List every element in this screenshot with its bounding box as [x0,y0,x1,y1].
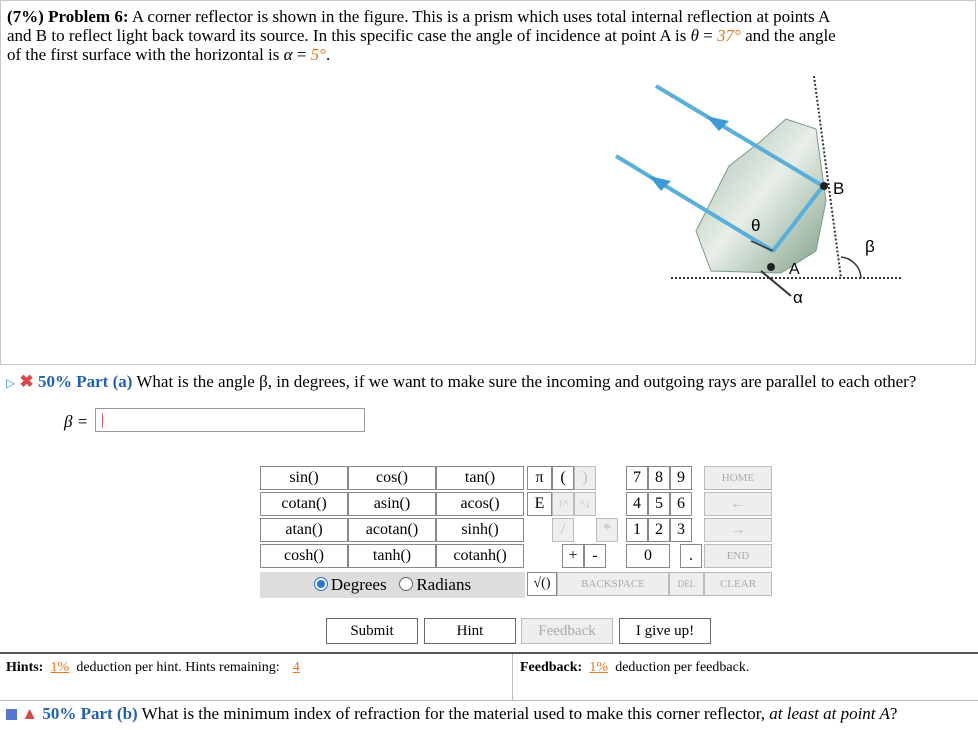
key-5[interactable]: 5 [648,492,670,516]
label-beta: β [865,237,875,256]
key-right[interactable]: → [704,518,772,542]
expand-arrow-icon[interactable]: ▷ [6,376,16,390]
hints-info: Hints: 1% deduction per hint. Hints remaining: 4 [6,660,309,676]
degrees-radio[interactable] [314,577,328,591]
collapse-icon[interactable] [6,709,17,720]
warning-icon: ▲ [21,704,39,723]
part-a-question: What is the angle β, in degrees, if we want to make sure the incoming and outgoing rays are parallel to each other? [136,372,917,391]
fn-tan[interactable]: tan() [436,466,524,490]
fn-acotan[interactable]: acotan() [348,518,436,542]
key-home[interactable]: HOME [704,466,772,490]
part-b: ▲ 50% Part (b) What is the minimum index of refraction for the material used to make this corner reflector, at least at point A? [6,704,897,724]
key-2[interactable]: 2 [648,518,670,542]
label-alpha: α [793,288,803,307]
label-a: A [789,261,800,278]
key-down[interactable]: ^↓ [574,492,596,516]
feedback-percent: 1% [589,660,609,675]
key-end[interactable]: END [704,544,772,568]
footer-bar [0,652,978,701]
key-rparen[interactable]: ) [574,466,596,490]
key-del[interactable]: DEL [669,572,704,596]
corner-reflector-figure [611,71,911,321]
hints-remaining: 4 [292,660,300,675]
fn-sinh[interactable]: sinh() [436,518,524,542]
key-6[interactable]: 6 [670,492,692,516]
part-a-percent: 50% Part (a) [37,372,133,391]
theta-value: 37° [717,26,741,45]
key-9[interactable]: 9 [670,466,692,490]
fn-cosh[interactable]: cosh() [260,544,348,568]
problem-heading: (7%) Problem 6: [7,7,129,26]
key-0[interactable]: 0 [626,544,670,568]
key-4[interactable]: 4 [626,492,648,516]
key-lparen[interactable]: ( [552,466,574,490]
fn-sin[interactable]: sin() [260,466,348,490]
hints-percent: 1% [50,660,70,675]
radians-label: Radians [416,575,472,594]
beta-arc [841,257,861,278]
prism-shape [696,119,826,273]
key-3[interactable]: 3 [670,518,692,542]
label-theta: θ [751,216,761,235]
fn-cotan[interactable]: cotan() [260,492,348,516]
key-backspace[interactable]: BACKSPACE [557,572,669,596]
submit-button[interactable]: Submit [326,618,418,644]
fn-acos[interactable]: acos() [436,492,524,516]
feedback-info: Feedback: 1% deduction per feedback. [520,660,750,675]
part-b-question: What is the minimum index of refraction for the material used to make this corner reflector, [141,704,766,723]
text-cursor [102,413,103,428]
degrees-label: Degrees [330,575,387,594]
give-up-button[interactable]: I give up! [619,618,711,644]
key-minus[interactable]: - [584,544,606,568]
part-b-percent: 50% Part (b) [42,704,138,723]
point-b [820,182,828,190]
incorrect-icon: ✖ [19,372,34,391]
key-e[interactable]: E [527,492,552,516]
answer-label: β = [64,412,89,431]
key-multiply[interactable]: * [596,518,618,542]
answer-input[interactable] [95,408,365,432]
surface-line [761,271,791,296]
key-8[interactable]: 8 [648,466,670,490]
angle-mode [260,572,525,598]
radians-radio[interactable] [399,577,413,591]
label-b: B [833,179,845,198]
key-7[interactable]: 7 [626,466,648,490]
key-1[interactable]: 1 [626,518,648,542]
key-plus[interactable]: + [562,544,584,568]
key-up[interactable]: ↑^ [552,492,574,516]
footer-divider [512,654,513,700]
point-a [767,263,775,271]
problem-panel [0,0,976,365]
key-left[interactable]: ← [704,492,772,516]
fn-cotanh[interactable]: cotanh() [436,544,524,568]
problem-text: (7%) Problem 6: A corner reflector is shown in the figure. This is a prism which uses total internal reflection at points A and B to reflect light back toward its source. In this specific case the angle of incidence at point A is θ = 37° and the angle of the first surface with the horizontal is α = 5°. [7,7,836,64]
key-clear[interactable]: CLEAR [704,572,772,596]
fn-tanh[interactable]: tanh() [348,544,436,568]
fn-atan[interactable]: atan() [260,518,348,542]
fn-cos[interactable]: cos() [348,466,436,490]
fn-asin[interactable]: asin() [348,492,436,516]
key-dot[interactable]: . [680,544,702,568]
feedback-button[interactable]: Feedback [521,618,613,644]
key-sqrt[interactable]: √() [527,572,557,596]
key-pi[interactable]: π [527,466,552,490]
part-a-header [6,372,916,392]
hint-button[interactable]: Hint [424,618,516,644]
alpha-value: 5° [310,45,326,64]
key-divide[interactable]: / [552,518,574,542]
